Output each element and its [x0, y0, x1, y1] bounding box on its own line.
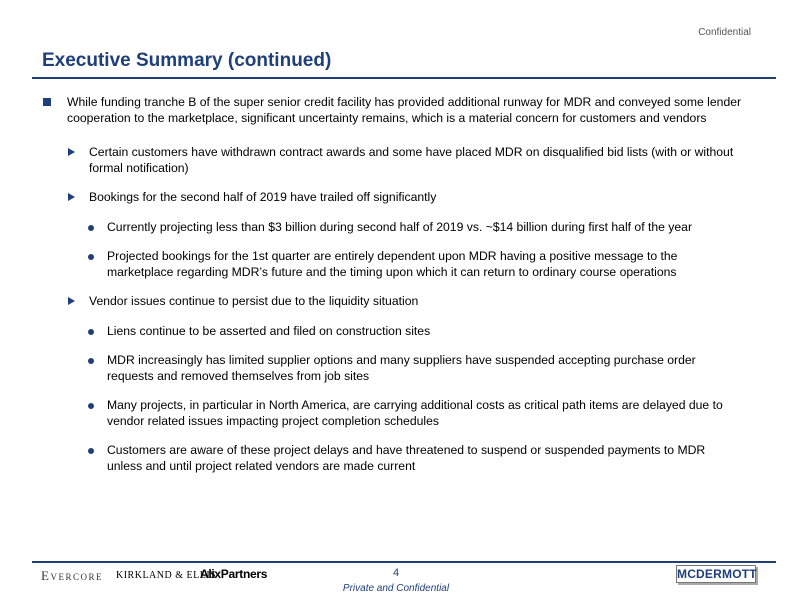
bullet-text: MDR increasingly has limited supplier options and many suppliers have suspended accepting purchase order requests and removed themselves from job sites	[107, 353, 696, 383]
evercore-logo: Evercore	[41, 568, 103, 583]
square-bullet-icon	[43, 98, 51, 106]
triangle-bullet-icon	[68, 148, 75, 156]
confidential-label: Confidential	[698, 27, 751, 38]
bullet-item	[42, 324, 742, 340]
triangle-bullet-icon	[68, 193, 75, 201]
bullet-text: Many projects, in particular in North America, are carrying additional costs as critical path items are delayed due to vendor related issues impacting project completion schedules	[107, 398, 723, 428]
footer-divider	[32, 561, 776, 563]
bullet-text: Vendor issues continue to persist due to the liquidity situation	[89, 294, 419, 308]
dot-bullet-icon	[88, 403, 94, 409]
alixpartners-logo: AlixPartners	[200, 567, 268, 581]
bullet-item	[42, 294, 742, 310]
dot-bullet-icon	[88, 225, 94, 231]
bullet-list	[42, 95, 742, 488]
kirkland-ellis-logo: KIRKLAND & ELLIS	[116, 570, 217, 581]
bullet-item	[42, 353, 742, 384]
page-number: 4	[393, 567, 400, 579]
dot-bullet-icon	[88, 329, 94, 335]
bullet-text: While funding tranche B of the super senior credit facility has provided additional runway for MDR and conveyed some lender cooperation to the marketplace, significant uncertainty remains, which is a material concern for customers and vendors	[67, 95, 742, 125]
mcdermott-logo: MCDERMOTT	[677, 567, 757, 581]
bullet-item	[42, 220, 742, 236]
bullet-item	[42, 95, 742, 126]
bullet-text: Liens continue to be asserted and filed on construction sites	[107, 323, 431, 338]
bullet-text: Certain customers have withdrawn contract awards and some have placed MDR on disqualified bid lists (with or without formal notification)	[89, 145, 734, 175]
dot-bullet-icon	[88, 358, 94, 364]
bullet-item	[42, 398, 742, 429]
dot-bullet-icon	[88, 448, 94, 454]
triangle-bullet-icon	[68, 297, 75, 305]
bullet-text: Bookings for the second half of 2019 have trailed off significantly	[89, 190, 437, 204]
bullet-text: Currently projecting less than $3 billion during second half of 2019 vs. ~$14 billion during first half of the year	[107, 219, 693, 234]
page-title: Executive Summary (continued)	[42, 50, 332, 71]
dot-bullet-icon	[88, 254, 94, 260]
private-confidential-label: Private and Confidential	[342, 583, 450, 594]
bullet-item	[42, 443, 742, 474]
bullet-item	[42, 249, 742, 280]
bullet-text: Customers are aware of these project delays and have threatened to suspend or suspended payments to MDR unless and until project related vendors are made current	[107, 443, 706, 473]
bullet-item	[42, 145, 742, 176]
title-divider	[32, 77, 776, 79]
bullet-text: Projected bookings for the 1st quarter are entirely dependent upon MDR having a positive message to the marketplace regarding MDR’s future and the timing upon which it can return to ordinary course operations	[107, 249, 678, 279]
bullet-item	[42, 190, 742, 206]
